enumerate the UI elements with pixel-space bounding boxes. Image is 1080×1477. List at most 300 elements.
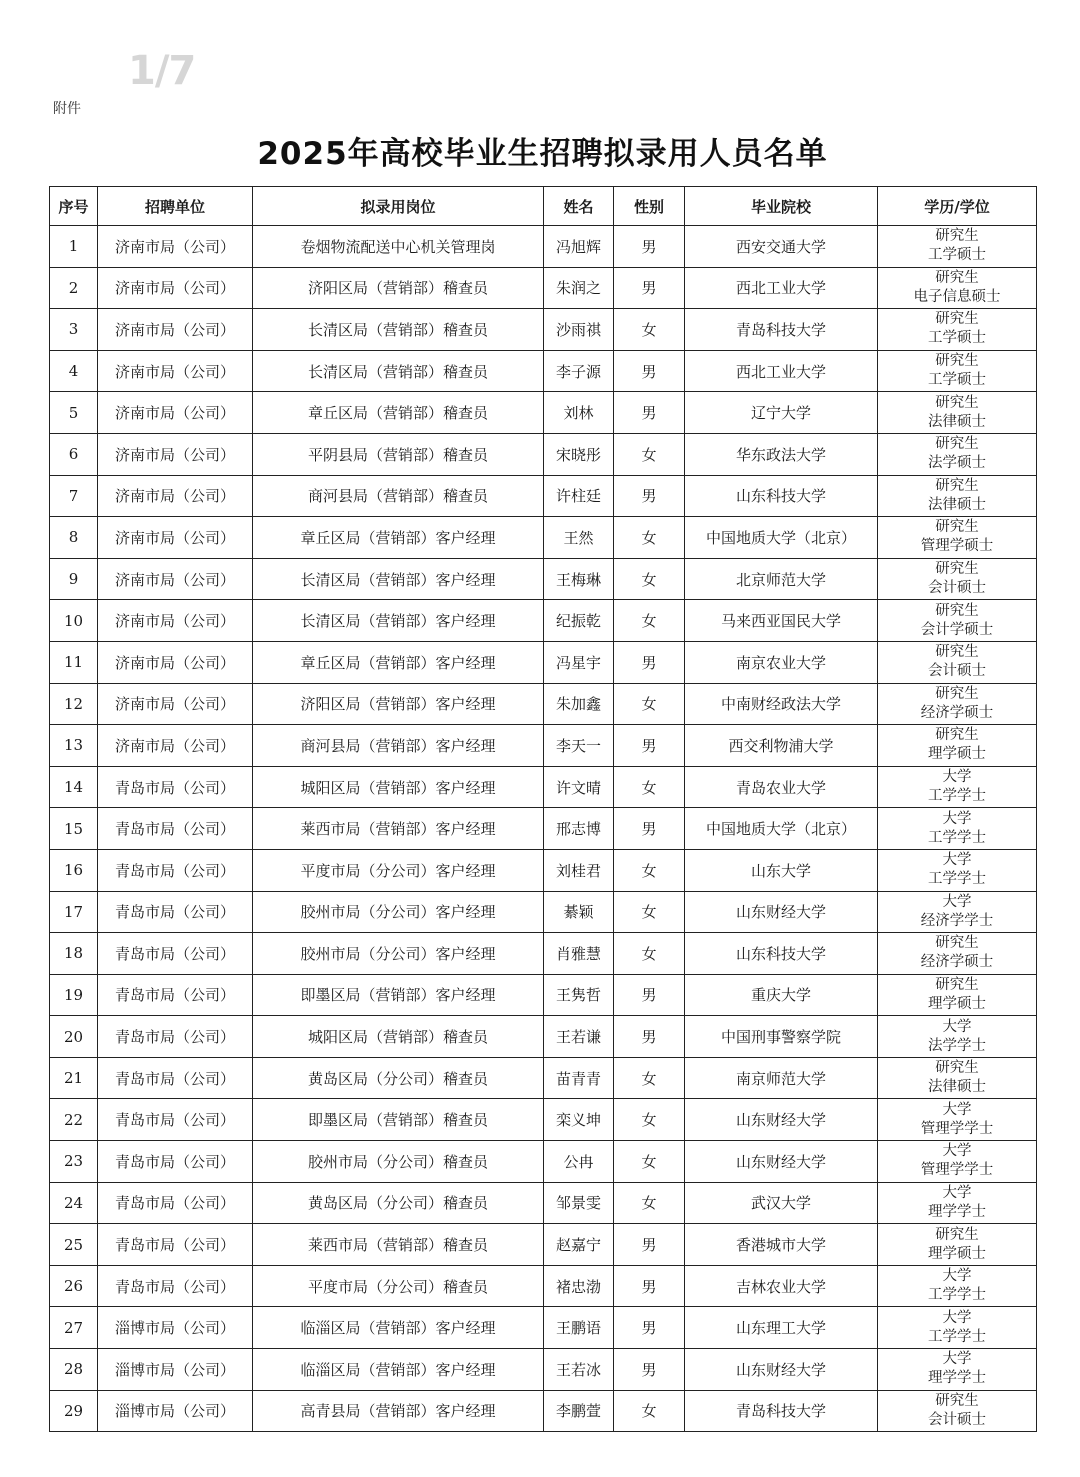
cell-post: 长清区局（营销部）稽查员 [253,350,544,392]
education-level: 研究生 [935,727,979,744]
cell-school: 中国地质大学（北京） [685,808,878,850]
degree-title: 工学学士 [928,1328,986,1345]
cell-post: 城阳区局（营销部）稽查员 [253,1016,544,1058]
cell-gender: 男 [614,641,685,683]
cell-post: 济阳区局（营销部）客户经理 [253,683,544,725]
degree-title: 管理学硕士 [920,538,994,555]
cell-education-degree [878,725,1037,767]
degree-title: 管理学学士 [920,1120,994,1137]
cell-post: 章丘区局（营销部）客户经理 [253,517,544,559]
education-level: 研究生 [935,228,979,245]
cell-gender: 女 [614,309,685,351]
header-post: 拟录用岗位 [253,187,544,226]
cell-post: 平阴县局（营销部）稽查员 [253,433,544,475]
cell-post: 胶州市局（分公司）客户经理 [253,891,544,933]
cell-name: 王隽哲 [544,974,614,1016]
cell-name: 王然 [544,517,614,559]
cell-school: 西北工业大学 [685,267,878,309]
table-row [50,267,1037,309]
cell-unit: 济南市局（公司） [98,558,253,600]
education-level: 大学 [942,1101,972,1118]
cell-unit: 济南市局（公司） [98,433,253,475]
cell-gender: 女 [614,1390,685,1432]
header-gender: 性别 [614,187,685,226]
cell-education-degree [878,226,1037,268]
cell-unit: 淄博市局（公司） [98,1390,253,1432]
cell-name: 苗青青 [544,1057,614,1099]
cell-school: 青岛农业大学 [685,766,878,808]
cell-no: 13 [50,725,98,767]
table-row [50,350,1037,392]
cell-gender: 女 [614,433,685,475]
degree-title: 法律硕士 [928,1079,986,1096]
cell-name: 肖雅慧 [544,933,614,975]
cell-name: 冯星宇 [544,641,614,683]
cell-no: 9 [50,558,98,600]
degree-title: 理学硕士 [928,746,986,763]
cell-name: 李鹏萱 [544,1390,614,1432]
cell-unit: 济南市局（公司） [98,641,253,683]
cell-gender: 女 [614,683,685,725]
cell-education-degree [878,392,1037,434]
header-unit: 招聘单位 [98,187,253,226]
cell-post: 胶州市局（分公司）客户经理 [253,933,544,975]
cell-education-degree [878,558,1037,600]
cell-education-degree [878,641,1037,683]
degree-title: 理学硕士 [928,1245,986,1262]
cell-post: 即墨区局（营销部）稽查员 [253,1099,544,1141]
cell-school: 山东理工大学 [685,1307,878,1349]
cell-education-degree [878,1349,1037,1391]
cell-name: 朱加鑫 [544,683,614,725]
cell-post: 商河县局（营销部）稽查员 [253,475,544,517]
education-level: 大学 [942,1018,972,1035]
cell-gender: 女 [614,558,685,600]
cell-post: 高青县局（营销部）客户经理 [253,1390,544,1432]
cell-school: 山东科技大学 [685,933,878,975]
cell-post: 长清区局（营销部）客户经理 [253,558,544,600]
candidate-table [49,186,1037,1432]
cell-no: 11 [50,641,98,683]
cell-name: 宋晓彤 [544,433,614,475]
cell-school: 武汉大学 [685,1182,878,1224]
cell-gender: 男 [614,350,685,392]
cell-post: 章丘区局（营销部）稽查员 [253,392,544,434]
cell-gender: 女 [614,1057,685,1099]
cell-no: 24 [50,1182,98,1224]
degree-title: 经济学硕士 [920,704,994,721]
cell-unit: 青岛市局（公司） [98,891,253,933]
degree-title: 会计硕士 [928,580,986,597]
cell-school: 山东财经大学 [685,1099,878,1141]
cell-school: 青岛科技大学 [685,309,878,351]
cell-name: 李天一 [544,725,614,767]
education-level: 研究生 [935,935,979,952]
cell-gender: 男 [614,475,685,517]
cell-education-degree [878,1016,1037,1058]
cell-education-degree [878,475,1037,517]
cell-unit: 济南市局（公司） [98,267,253,309]
cell-gender: 女 [614,600,685,642]
cell-no: 20 [50,1016,98,1058]
cell-education-degree [878,600,1037,642]
table-row [50,641,1037,683]
cell-name: 李子源 [544,350,614,392]
cell-unit: 淄博市局（公司） [98,1307,253,1349]
cell-no: 8 [50,517,98,559]
degree-title: 会计硕士 [928,1411,986,1428]
cell-gender: 女 [614,849,685,891]
cell-education-degree [878,1141,1037,1183]
header-school: 毕业院校 [685,187,878,226]
cell-name: 沙雨祺 [544,309,614,351]
table-row [50,1016,1037,1058]
page-counter: 1/7 [128,48,196,94]
cell-no: 6 [50,433,98,475]
education-level: 研究生 [935,644,979,661]
cell-education-degree [878,766,1037,808]
table-row [50,517,1037,559]
education-level: 研究生 [935,602,979,619]
education-level: 研究生 [935,519,979,536]
table-row [50,766,1037,808]
cell-school: 山东财经大学 [685,891,878,933]
degree-title: 管理学学士 [920,1162,994,1179]
table-body [50,226,1037,1432]
cell-post: 临淄区局（营销部）客户经理 [253,1307,544,1349]
degree-title: 理学硕士 [928,995,986,1012]
cell-no: 1 [50,226,98,268]
cell-gender: 女 [614,1182,685,1224]
cell-education-degree [878,974,1037,1016]
cell-name: 许文晴 [544,766,614,808]
cell-school: 西交利物浦大学 [685,725,878,767]
table-row [50,1099,1037,1141]
cell-no: 27 [50,1307,98,1349]
cell-education-degree [878,683,1037,725]
cell-unit: 青岛市局（公司） [98,849,253,891]
cell-name: 王若冰 [544,1349,614,1391]
cell-school: 山东财经大学 [685,1349,878,1391]
cell-school: 北京师范大学 [685,558,878,600]
cell-post: 临淄区局（营销部）客户经理 [253,1349,544,1391]
degree-title: 工学学士 [928,788,986,805]
table-row [50,683,1037,725]
cell-unit: 青岛市局（公司） [98,1265,253,1307]
cell-school: 南京师范大学 [685,1057,878,1099]
cell-no: 23 [50,1141,98,1183]
cell-name: 王梅琳 [544,558,614,600]
cell-school: 南京农业大学 [685,641,878,683]
cell-post: 平度市局（分公司）稽查员 [253,1265,544,1307]
table-row [50,1141,1037,1183]
cell-name: 公冉 [544,1141,614,1183]
cell-no: 21 [50,1057,98,1099]
education-level: 大学 [942,1351,972,1368]
table-row [50,1265,1037,1307]
cell-unit: 青岛市局（公司） [98,1224,253,1266]
table-row [50,891,1037,933]
degree-title: 工学硕士 [928,247,986,264]
cell-no: 29 [50,1390,98,1432]
cell-post: 莱西市局（营销部）客户经理 [253,808,544,850]
table-row [50,1224,1037,1266]
cell-name: 栾义坤 [544,1099,614,1141]
cell-no: 2 [50,267,98,309]
table-row [50,933,1037,975]
cell-education-degree [878,1265,1037,1307]
cell-no: 3 [50,309,98,351]
cell-name: 刘林 [544,392,614,434]
cell-no: 12 [50,683,98,725]
cell-no: 10 [50,600,98,642]
cell-post: 城阳区局（营销部）客户经理 [253,766,544,808]
cell-education-degree [878,1099,1037,1141]
cell-no: 16 [50,849,98,891]
table-row [50,558,1037,600]
table-row [50,433,1037,475]
education-level: 研究生 [935,353,979,370]
page-title: 2025年高校毕业生招聘拟录用人员名单 [257,136,828,172]
table-row [50,849,1037,891]
degree-title: 会计学硕士 [920,621,994,638]
cell-education-degree [878,309,1037,351]
cell-unit: 青岛市局（公司） [98,766,253,808]
table-header-row [50,187,1037,226]
cell-education-degree [878,891,1037,933]
cell-school: 中国地质大学（北京） [685,517,878,559]
cell-school: 辽宁大学 [685,392,878,434]
cell-gender: 男 [614,725,685,767]
cell-gender: 女 [614,1099,685,1141]
header-no: 序号 [50,187,98,226]
cell-school: 香港城市大学 [685,1224,878,1266]
cell-school: 马来西亚国民大学 [685,600,878,642]
cell-no: 28 [50,1349,98,1391]
cell-gender: 男 [614,392,685,434]
cell-education-degree [878,267,1037,309]
cell-name: 刘桂君 [544,849,614,891]
cell-unit: 青岛市局（公司） [98,974,253,1016]
table-row [50,309,1037,351]
table-row [50,1182,1037,1224]
education-level: 研究生 [935,685,979,702]
cell-education-degree [878,517,1037,559]
cell-post: 长清区局（营销部）稽查员 [253,309,544,351]
cell-post: 卷烟物流配送中心机关管理岗 [253,226,544,268]
cell-name: 冯旭辉 [544,226,614,268]
table-row [50,974,1037,1016]
degree-title: 工学硕士 [928,330,986,347]
table-row [50,600,1037,642]
education-level: 研究生 [935,269,979,286]
education-level: 研究生 [935,477,979,494]
cell-no: 19 [50,974,98,1016]
cell-gender: 男 [614,1016,685,1058]
cell-gender: 男 [614,808,685,850]
degree-title: 法律硕士 [928,496,986,513]
table-row [50,1349,1037,1391]
cell-gender: 女 [614,933,685,975]
cell-school: 重庆大学 [685,974,878,1016]
cell-education-degree [878,1390,1037,1432]
cell-name: 许柱廷 [544,475,614,517]
cell-school: 西安交通大学 [685,226,878,268]
degree-title: 法学硕士 [928,455,986,472]
degree-title: 经济学硕士 [920,954,994,971]
cell-no: 22 [50,1099,98,1141]
table-row [50,725,1037,767]
degree-title: 会计硕士 [928,663,986,680]
cell-unit: 济南市局（公司） [98,392,253,434]
degree-title: 工学学士 [928,1287,986,1304]
cell-unit: 济南市局（公司） [98,683,253,725]
cell-education-degree [878,350,1037,392]
cell-no: 4 [50,350,98,392]
cell-education-degree [878,1307,1037,1349]
cell-school: 华东政法大学 [685,433,878,475]
education-level: 研究生 [935,976,979,993]
cell-education-degree [878,433,1037,475]
cell-unit: 济南市局（公司） [98,350,253,392]
cell-name: 褚忠渤 [544,1265,614,1307]
degree-title: 法律硕士 [928,413,986,430]
cell-education-degree [878,849,1037,891]
cell-post: 黄岛区局（分公司）稽查员 [253,1057,544,1099]
cell-unit: 青岛市局（公司） [98,933,253,975]
cell-no: 17 [50,891,98,933]
cell-post: 黄岛区局（分公司）稽查员 [253,1182,544,1224]
degree-title: 理学学士 [928,1370,986,1387]
education-level: 研究生 [935,394,979,411]
cell-post: 莱西市局（营销部）稽查员 [253,1224,544,1266]
header-name: 姓名 [544,187,614,226]
cell-post: 章丘区局（营销部）客户经理 [253,641,544,683]
cell-school: 山东科技大学 [685,475,878,517]
cell-unit: 济南市局（公司） [98,517,253,559]
cell-unit: 济南市局（公司） [98,475,253,517]
degree-title: 工学学士 [928,871,986,888]
cell-gender: 女 [614,766,685,808]
cell-name: 纪振乾 [544,600,614,642]
cell-post: 长清区局（营销部）客户经理 [253,600,544,642]
cell-gender: 男 [614,226,685,268]
cell-post: 即墨区局（营销部）客户经理 [253,974,544,1016]
degree-title: 工学硕士 [928,372,986,389]
cell-unit: 济南市局（公司） [98,725,253,767]
cell-school: 吉林农业大学 [685,1265,878,1307]
cell-no: 15 [50,808,98,850]
cell-gender: 男 [614,1265,685,1307]
degree-title: 工学学士 [928,829,986,846]
education-level: 研究生 [935,1060,979,1077]
cell-no: 26 [50,1265,98,1307]
education-level: 大学 [942,1184,972,1201]
cell-unit: 青岛市局（公司） [98,1016,253,1058]
cell-gender: 女 [614,891,685,933]
attachment-label: 附件 [53,101,81,117]
cell-unit: 济南市局（公司） [98,226,253,268]
cell-gender: 男 [614,1307,685,1349]
cell-school: 青岛科技大学 [685,1390,878,1432]
education-level: 大学 [942,769,972,786]
cell-gender: 男 [614,974,685,1016]
cell-unit: 淄博市局（公司） [98,1349,253,1391]
cell-gender: 男 [614,267,685,309]
education-level: 大学 [942,1143,972,1160]
cell-gender: 女 [614,1141,685,1183]
education-level: 研究生 [935,1226,979,1243]
cell-no: 18 [50,933,98,975]
education-level: 研究生 [935,1392,979,1409]
cell-education-degree [878,1057,1037,1099]
table-row [50,226,1037,268]
table-row [50,475,1037,517]
cell-gender: 男 [614,1224,685,1266]
cell-education-degree [878,1224,1037,1266]
cell-unit: 青岛市局（公司） [98,1141,253,1183]
header-degree: 学历/学位 [878,187,1037,226]
table-row [50,1390,1037,1432]
cell-education-degree [878,808,1037,850]
cell-education-degree [878,1182,1037,1224]
table-row [50,1307,1037,1349]
cell-no: 7 [50,475,98,517]
cell-name: 朱润之 [544,267,614,309]
education-level: 大学 [942,1309,972,1326]
cell-post: 胶州市局（分公司）稽查员 [253,1141,544,1183]
table-row [50,392,1037,434]
education-level: 研究生 [935,436,979,453]
cell-unit: 青岛市局（公司） [98,1057,253,1099]
degree-title: 经济学学士 [920,912,994,929]
cell-no: 5 [50,392,98,434]
cell-name: 邢志博 [544,808,614,850]
education-level: 大学 [942,810,972,827]
cell-gender: 女 [614,517,685,559]
cell-unit: 青岛市局（公司） [98,808,253,850]
cell-no: 25 [50,1224,98,1266]
cell-unit: 青岛市局（公司） [98,1099,253,1141]
cell-unit: 青岛市局（公司） [98,1182,253,1224]
cell-school: 山东财经大学 [685,1141,878,1183]
education-level: 研究生 [935,311,979,328]
cell-name: 邹景雯 [544,1182,614,1224]
education-level: 大学 [942,1268,972,1285]
table-row [50,1057,1037,1099]
degree-title: 理学学士 [928,1203,986,1220]
cell-school: 山东大学 [685,849,878,891]
degree-title: 电子信息硕士 [913,288,1001,305]
cell-school: 中南财经政法大学 [685,683,878,725]
cell-unit: 济南市局（公司） [98,309,253,351]
education-level: 研究生 [935,561,979,578]
cell-name: 綦颖 [544,891,614,933]
cell-post: 商河县局（营销部）客户经理 [253,725,544,767]
cell-post: 平度市局（分公司）客户经理 [253,849,544,891]
cell-post: 济阳区局（营销部）稽查员 [253,267,544,309]
table-row [50,808,1037,850]
cell-school: 中国刑事警察学院 [685,1016,878,1058]
education-level: 大学 [942,893,972,910]
cell-name: 赵嘉宁 [544,1224,614,1266]
cell-name: 王若谦 [544,1016,614,1058]
cell-name: 王鹏语 [544,1307,614,1349]
cell-gender: 男 [614,1349,685,1391]
degree-title: 法学学士 [928,1037,986,1054]
cell-school: 西北工业大学 [685,350,878,392]
cell-education-degree [878,933,1037,975]
